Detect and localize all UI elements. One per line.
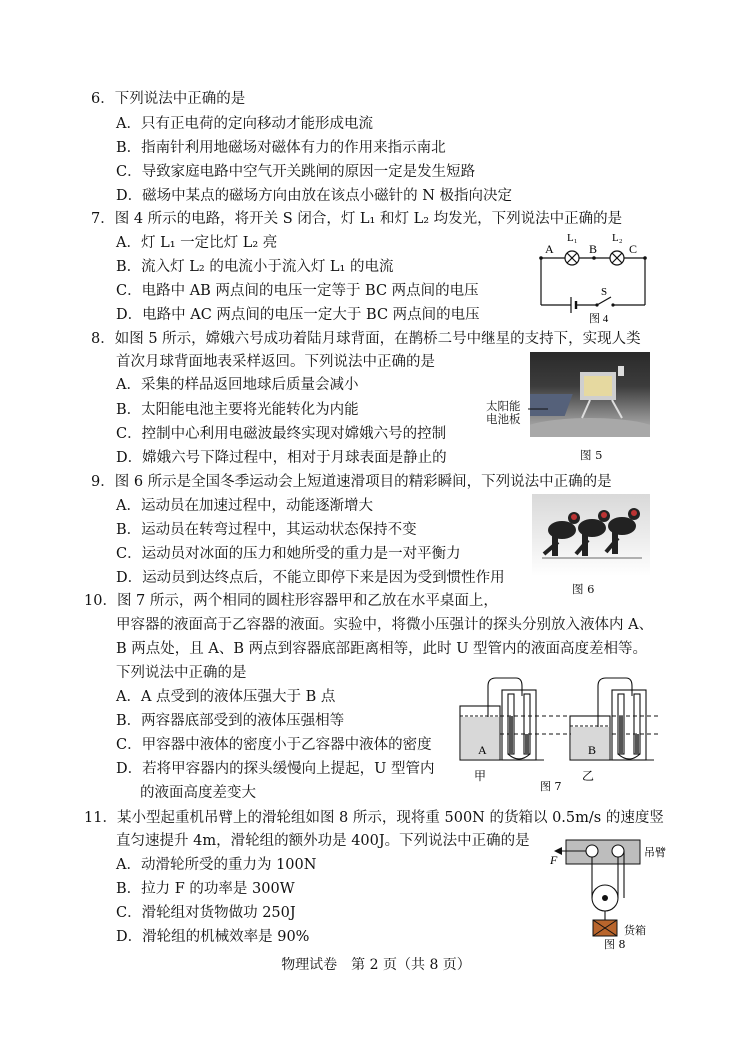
figure-5-caption: 图 5	[580, 448, 603, 462]
page-footer: 物理试卷 第 2 页（共 8 页）	[281, 957, 471, 973]
q10-option-d-line-2: 的液面高度差变大	[140, 785, 256, 801]
q10-option-a: A．A 点受到的液体压强大于 B 点	[116, 689, 336, 705]
circuit-label-l1: L₁	[567, 232, 578, 244]
q10-option-d-line-1: D．若将甲容器内的探头缓慢向上提起，U 型管内	[116, 761, 435, 777]
circuit-label-s: S	[601, 286, 608, 298]
q11-option-c: C．滑轮组对货物做功 250J	[116, 905, 296, 921]
q9-option-d: D．运动员到达终点后，不能立即停下来是因为受到惯性作用	[116, 570, 505, 586]
q9-option-a: A．运动员在加速过程中，动能逐渐增大	[116, 498, 373, 514]
figure-4-caption: 图 4	[589, 313, 609, 325]
q11-stem-line-2: 直匀速提升 4m，滑轮组的额外功是 400J。下列说法中正确的是	[116, 833, 530, 849]
figure-8-caption: 图 8	[604, 938, 626, 950]
q11-option-d: D．滑轮组的机械效率是 90%	[116, 929, 310, 945]
q8-option-d: D．嫦娥六号下降过程中，相对于月球表面是静止的	[116, 450, 447, 466]
point-a-label: A	[478, 743, 487, 757]
crane-arm-label: 吊臂	[644, 846, 666, 859]
q6-stem: 6．下列说法中正确的是	[91, 91, 246, 107]
pulley-figure-8	[548, 834, 678, 950]
q9-option-b: B．运动员在转弯过程中，其运动状态保持不变	[116, 522, 417, 538]
q7-option-a: A．灯 L₁ 一定比灯 L₂ 亮	[116, 235, 278, 251]
q6-option-c: C．导致家庭电路中空气开关跳闸的原因一定是发生短路	[116, 164, 476, 180]
q8-stem-line-1: 8．如图 5 所示，嫦娥六号成功着陆月球背面，在鹊桥二号中继星的支持下，实现人类	[91, 331, 641, 347]
container-jia-label: 甲	[474, 769, 487, 783]
q10-option-c: C．甲容器中液体的密度小于乙容器中液体的密度	[116, 737, 432, 753]
q7-option-d: D．电路中 AC 两点间的电压一定大于 BC 两点间的电压	[116, 307, 480, 323]
q10-stem-line-4: 下列说法中正确的是	[116, 665, 247, 681]
figure-7-caption: 图 7	[540, 780, 562, 793]
q6-option-d: D．磁场中某点的磁场方向由放在该点小磁针的 N 极指向决定	[116, 188, 513, 204]
circuit-label-l2: L₂	[612, 232, 623, 244]
q8-stem-line-2: 首次月球背面地表采样返回。下列说法中正确的是	[116, 354, 435, 370]
q8-option-c: C．控制中心利用电磁波最终实现对嫦娥六号的控制	[116, 426, 447, 442]
q7-stem: 7．图 4 所示的电路，将开关 S 闭合，灯 L₁ 和灯 L₂ 均发光，下列说法中正确的是	[91, 211, 623, 227]
circuit-label-a: A	[545, 242, 554, 256]
container-yi-label: 乙	[582, 769, 595, 783]
cargo-box-label: 货箱	[624, 924, 646, 937]
solar-panel-pointer	[528, 404, 548, 414]
q7-option-c: C．电路中 AB 两点间的电压一定等于 BC 两点间的电压	[116, 283, 479, 299]
q6-option-b: B．指南针利用地磁场对磁体有力的作用来指示南北	[116, 140, 446, 156]
circuit-label-b: B	[589, 242, 598, 256]
solar-panel-label	[486, 400, 521, 426]
q8-option-a: A．采集的样品返回地球后质量会减小	[116, 377, 359, 393]
point-b-label: B	[588, 743, 597, 757]
figure-6-caption: 图 6	[572, 582, 595, 596]
q9-option-c: C．运动员对冰面的压力和她所受的重力是一对平衡力	[116, 546, 461, 562]
q10-stem-line-1: 10．图 7 所示，两个相同的圆柱形容器甲和乙放在水平桌面上，	[84, 593, 498, 609]
solar-panel-label-line-1: 太阳能	[486, 399, 521, 413]
solar-panel-label-line-2: 电池板	[486, 412, 521, 427]
circuit-label-c: C	[629, 242, 638, 256]
q11-option-a: A．动滑轮所受的重力为 100N	[116, 857, 317, 873]
q9-stem: 9．图 6 所示是全国冬季运动会上短道速滑项目的精彩瞬间，下列说法中正确的是	[91, 474, 612, 490]
q10-stem-line-3: B 两点处，且 A、B 两点到容器底部距离相等，此时 U 型管内的液面高度差相等。	[116, 641, 648, 657]
q11-option-b: B．拉力 F 的功率是 300W	[116, 881, 295, 897]
lander-photo-figure-5	[530, 352, 650, 437]
q11-stem-line-1: 11．某小型起重机吊臂上的滑轮组如图 8 所示，现将重 500N 的货箱以 0.5m/s 的速度竖	[84, 810, 664, 826]
q10-stem-line-2: 甲容器的液面高于乙容器的液面。实验中，将微小压强计的探头分别放入液体内 A、	[116, 617, 654, 633]
q8-option-b: B．太阳能电池主要将光能转化为内能	[116, 402, 359, 418]
q10-option-b: B．两容器底部受到的液体压强相等	[116, 713, 345, 729]
q6-option-a: A．只有正电荷的定向移动才能形成电流	[116, 116, 373, 132]
circuit-figure-4	[535, 225, 655, 325]
manometer-figure-7	[452, 676, 672, 796]
force-f-label: F	[550, 853, 558, 867]
skaters-photo-figure-6	[532, 494, 650, 576]
q7-option-b: B．流入灯 L₂ 的电流小于流入灯 L₁ 的电流	[116, 259, 394, 275]
